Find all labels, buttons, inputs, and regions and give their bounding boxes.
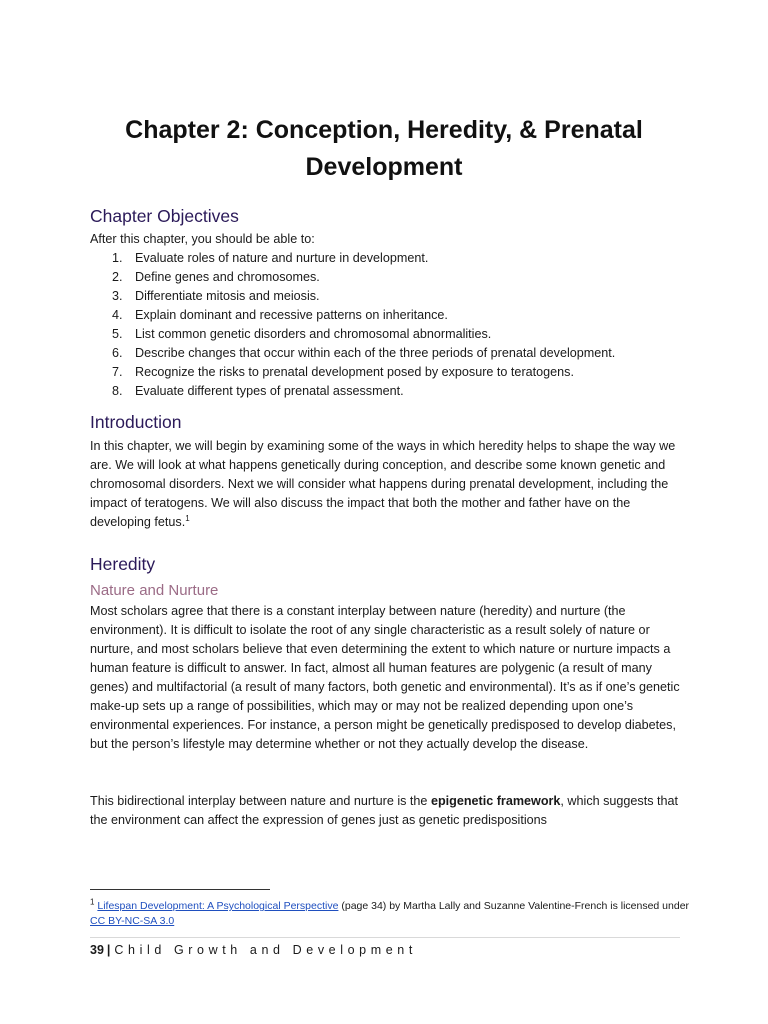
page-footer [90, 941, 417, 959]
objective-number: 1. [112, 251, 123, 265]
objective-number: 2. [112, 270, 123, 284]
license-link[interactable]: CC BY-NC-SA 3.0 [90, 915, 175, 927]
paragraph-text: , which suggests that the environment can affect the expression of genes just as genetic predispositions [90, 794, 679, 827]
chapter-title-line-2: Development [305, 153, 463, 181]
footnote-separator [90, 889, 270, 890]
chapter-title [60, 112, 708, 186]
objective-text: Differentiate mitosis and meiosis. [135, 289, 320, 303]
heredity-heading: Heredity [90, 554, 156, 574]
book-title: Child Growth and Development [114, 943, 417, 957]
objective-text: Recognize the risks to prenatal development posed by exposure to teratogens. [135, 365, 574, 379]
objective-text: Evaluate different types of prenatal assessment. [135, 384, 404, 398]
objective-item [90, 306, 690, 325]
objective-text: Describe changes that occur within each of the three periods of prenatal development. [135, 346, 616, 360]
footnote-reference[interactable]: 1 [185, 513, 190, 523]
footer-separator: | [106, 943, 111, 957]
objective-number: 7. [112, 365, 123, 379]
footnote [90, 899, 690, 929]
objective-item [90, 268, 690, 287]
objective-text: List common genetic disorders and chromosomal abnormalities. [135, 327, 492, 341]
heredity-paragraph-1: Most scholars agree that there is a constant interplay between nature (heredity) and nurture (the environment). It is difficult to isolate the root of any single characteristic as a result solely of nature or nurture, and most scholars believe that even determining the extent to which nature or nurture impacts a human feature is difficult to answer. In fact, almost all human features are polygenic (a result of many genes) and multifactorial (a result of many factors, both genetic and environmental). It’s as if one’s genetic make-up sets up a range of possibilities, which may or may not be realized depending upon one’s environmental experiences. For instance, a person might be genetically predisposed to develop diabetes, but the person’s lifestyle may determine whether or not they actually develop the disease. [90, 604, 680, 751]
objective-item [90, 363, 690, 382]
objective-item [90, 344, 690, 363]
objective-number: 3. [112, 289, 123, 303]
objective-number: 6. [112, 346, 123, 360]
page-number: 39 [90, 943, 104, 957]
objective-item [90, 382, 690, 401]
objective-text: Define genes and chromosomes. [135, 270, 320, 284]
objective-number: 5. [112, 327, 123, 341]
footnote-number: 1 [90, 897, 95, 907]
heredity-paragraph-2 [90, 792, 690, 830]
objective-item [90, 287, 690, 306]
objective-item [90, 249, 690, 268]
epigenetic-framework-term: epigenetic framework [430, 794, 561, 808]
objective-number: 4. [112, 308, 123, 322]
chapter-title-line-1: Chapter 2: Conception, Heredity, & Prenatal [125, 116, 643, 144]
nature-nurture-subheading: Nature and Nurture [90, 582, 219, 599]
objective-text: Evaluate roles of nature and nurture in development. [135, 251, 429, 265]
objective-text: Explain dominant and recessive patterns on inheritance. [135, 308, 448, 322]
objectives-list [90, 249, 690, 401]
introduction-heading: Introduction [90, 412, 182, 432]
footer-divider [90, 937, 680, 938]
footnote-text: (page 34) by Martha Lally and Suzanne Valentine-French is licensed under [338, 900, 690, 912]
introduction-text: In this chapter, we will begin by examining some of the ways in which heredity helps to shape the way we are. We will look at what happens genetically during conception, and describe some known genetic and chromosomal disorders. Next we will consider what happens during prenatal development, including the impact of teratogens. We will also discuss the impact that both the mother and father have on the developing fetus. [90, 439, 676, 529]
objectives-heading: Chapter Objectives [90, 206, 239, 226]
introduction-paragraph [90, 437, 690, 532]
paragraph-text: This bidirectional interplay between nature and nurture is the [90, 794, 431, 808]
objectives-intro: After this chapter, you should be able to: [90, 232, 315, 246]
objective-item [90, 325, 690, 344]
source-link[interactable]: Lifespan Development: A Psychological Perspective [97, 900, 339, 912]
objective-number: 8. [112, 384, 123, 398]
